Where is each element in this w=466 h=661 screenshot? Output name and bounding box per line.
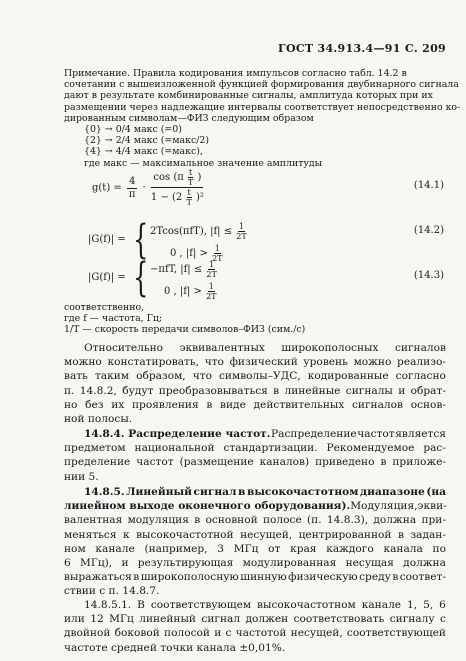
word: центрированной [298,528,392,541]
word: 6 [439,599,446,611]
word: частот [136,456,174,469]
word: канале [95,542,135,555]
word: физический [229,356,298,369]
note-line: дированным символам—ФИЗ следующим образом [64,112,314,124]
word: широкополосных [281,342,379,354]
word: обрат- [410,384,446,397]
word: сигналов [352,398,403,411]
word: виде [220,398,246,411]
eq1-den-T: T [186,198,192,207]
eq1-num-text: cos (π [153,172,184,183]
word: 6 [64,557,71,570]
eq3-frac-den: 2T [206,270,217,279]
eq1-den-t: t [187,188,191,197]
text-line [64,470,446,484]
word: шинную [240,571,287,584]
word: п. [64,384,75,397]
word: высокочастотном [257,599,356,611]
word: в [397,528,404,541]
word: вать [64,370,88,383]
word: 1, [407,599,418,611]
word: символы–УДС, [218,370,301,383]
eq3-row2-text: 0 , |f| > [164,286,202,297]
eq1-num-close: ) [197,172,202,183]
word: образом, [136,370,186,383]
word: должен [245,613,289,626]
eq1-coef-num: 4 [128,175,136,187]
word: приложе- [392,456,446,469]
word: края [290,542,317,555]
word: основ- [410,398,446,411]
word: Рекомендуемое [326,442,415,455]
word: от [268,542,281,555]
word: сигналу [389,613,435,626]
text-line [64,398,446,412]
word: канале [361,599,402,611]
eq1-main-fraction [151,168,204,208]
eq1-num-T: T [187,178,194,187]
word: линейный [139,613,196,626]
word: и [121,557,129,570]
word: ствии с п. 14.8.7. [64,585,160,598]
text-line [64,570,446,584]
section-heading: 14.8.4. Распределение частот. [84,428,271,440]
equation-number-14-2: (14.2) [413,225,444,236]
word: должна [373,514,417,527]
word: полосе [262,514,302,527]
eq2-brace: { [133,217,149,263]
note-line: где макс — максимальное значение амплитуды [84,157,323,169]
note-line: Примечание. Правила кодирования импульсов согласно табл. 14.2 в [64,68,407,79]
section-heading: линейном выходе оконечного оборудования). [64,500,351,513]
word: эквивалентных [179,342,265,354]
note-line: {4} → 4/4 макс (=макс), [84,146,203,158]
eq2-row-1 [150,222,248,241]
eq1-num-t: t [189,168,193,177]
heading-word: высокочастотном [246,486,359,498]
definition-line: 1/T — скорость передачи символов–ФИЗ (сим./с) [64,324,306,336]
eq2-frac-num: 1 [214,244,220,253]
word: является [395,428,446,440]
eq3-row1-frac [206,260,216,279]
word: при- [421,514,446,527]
eq1-den-text: 1 − (2 [150,192,183,203]
word: 14.8.3), [326,514,369,527]
heading-word: сигнал [193,486,237,498]
word: констатировать, [107,356,200,369]
eq1-den-tfrac [186,188,191,207]
word: в [133,571,140,584]
eq2-frac-den: 2T [212,254,223,263]
word: экви- [417,500,447,513]
word: выражаться [64,571,132,584]
word: (например, [144,542,208,555]
word: или [64,613,85,626]
eq3-frac-num: 1 [208,282,214,291]
word: Модуляция, [350,500,418,513]
word: стандартизации. [223,442,318,455]
eq1-lhs: g(t) = [92,182,122,194]
word: соответствующем [150,599,252,611]
text-line [64,369,446,383]
word: в [194,514,201,527]
definition-line: соответственно, [64,302,145,313]
word: основной [205,514,258,527]
word: нии 5. [64,470,99,483]
eq1-coef-den: π [128,188,136,200]
heading-word: 14.8.5. [84,486,125,498]
word: 5, [423,599,434,611]
text-line [64,355,446,369]
word: полосой [164,627,210,640]
word: частот [357,428,395,440]
word: Распределение [271,428,357,440]
word: 14.8.5.1. [84,599,132,611]
word: должна [403,557,446,570]
word: частотой [235,627,287,640]
eq2-row1-text: 2Tcos(πfT), |f| ≤ [150,226,233,237]
word: задан- [410,528,446,541]
word: по [432,542,446,555]
word: несущей, [290,627,343,640]
word: 3 [217,542,224,555]
eq2-lhs: |G(f)| = [88,234,126,245]
word: результирующая [137,557,234,570]
word: несущей, [240,528,293,541]
eq1-den-close: )² [196,192,204,203]
word: их [111,398,125,411]
eq2-row2-text: 0 , |f| > [170,248,208,259]
word: в [273,384,280,397]
eq1-num-tfrac [188,168,193,187]
note-line: размещении через надлежащие интервалы соответствует непосредственно ко- [64,101,461,113]
note-line: {0} → 0/4 макс (=0) [84,124,182,136]
word: физическую [288,571,358,584]
text-line [64,612,446,626]
eq3-row2-frac [206,282,216,301]
word: соответ- [399,571,446,584]
note-line: дают в результате комбинированные сигналы, амплитуда которых при их [64,90,433,102]
word: предметом [64,442,126,455]
eq1-denominator [151,188,204,208]
eq3-row1-text: −πfT, |f| ≤ [150,264,203,275]
word: приведено [315,456,375,469]
word: модулированная [242,557,337,570]
word: но [64,398,78,411]
text-line [64,626,446,640]
word: реализо- [397,356,446,369]
word: 14.8.2, [79,384,117,397]
word: рас- [423,442,446,455]
word: МГц), [80,557,113,570]
word: можно [353,356,392,369]
word: с [440,613,446,626]
word: без [85,398,104,411]
text-line [64,584,446,598]
word: сигнал [201,613,241,626]
eq1-numerator [151,168,203,188]
word: таким [94,370,130,383]
note-block [64,68,461,169]
word: и [398,384,406,397]
equation-14-1 [92,168,452,208]
word: Относительно [84,342,164,354]
word: (п. [307,514,322,527]
eq2-row1-frac [236,222,246,241]
word: линейные [284,384,341,397]
definitions-block [64,302,444,336]
heading-word: в [238,486,246,498]
word: сигналы [345,384,393,397]
text-line [64,485,446,499]
word: что [192,370,212,383]
eq3-lhs: |G(f)| = [88,272,126,283]
word: кодированные [307,370,389,383]
text-line [64,513,446,527]
word: каждого [326,542,374,555]
text-line [64,641,446,655]
word: ной полосы. [64,413,133,426]
word: ном [64,542,86,555]
word: что [204,356,224,369]
text-line [64,542,446,556]
heading-word: диапазоне [360,486,425,498]
word: в [380,456,387,469]
word: меняться [64,528,117,541]
word: сигналов [395,342,446,354]
word: МГц [233,542,259,555]
text-line [64,341,446,355]
text-line [64,441,446,455]
paragraph-wideband [64,341,446,426]
word: (размещение [179,456,254,469]
word: будут [122,384,154,397]
paragraph-14-8-5 [64,485,446,599]
text-line [64,412,446,426]
word: частоте средней точки канала ±0,01%. [64,641,286,654]
word: согласно [395,370,446,383]
text-line [64,598,446,612]
page-header: ГОСТ 34.913.4—91 С. 209 [278,42,446,55]
paragraph-14-8-5-1 [64,598,446,655]
word: среду [359,571,391,584]
eq1-dot: · [142,182,146,194]
eq3-row-1 [150,260,218,279]
word: 12 [90,613,104,626]
equation-number-14-3: (14.3) [413,270,444,281]
word: соответствующей [346,627,446,640]
eq3-frac-den: 2T [206,292,217,301]
word: уровень [303,356,348,369]
word: В [137,599,145,611]
eq3-brace: { [133,255,149,301]
eq2-frac-num: 1 [238,222,245,231]
paragraph-14-8-4 [64,427,446,484]
eq3-row-2 [150,282,218,301]
word: с [225,627,232,640]
word: к [122,528,130,541]
word: соответствовать [293,613,385,626]
word: боковой [114,627,160,640]
word: канала [383,542,423,555]
word: каналов) [259,456,310,469]
word: валентная [64,514,123,527]
word: преобразовываться [158,384,268,397]
word: национальной [134,442,215,455]
word: действительных [253,398,345,411]
word: двойной [64,627,111,640]
note-line: {2} → 2/4 макс (=макс/2) [84,135,210,147]
heading-word: Линейный [126,486,192,498]
word: проявления [132,398,199,411]
eq3-frac-num: 1 [209,260,215,269]
text-line [64,427,446,441]
word: модуляция [127,514,189,527]
word: высокочастотной [136,528,234,541]
definition-line: где f — частота, Гц; [64,313,163,325]
word: можно [64,356,102,369]
word: и [214,627,222,640]
text-line [64,499,446,513]
heading-word: (на [426,486,446,498]
word: МГц [109,613,134,626]
eq1-coefficient [127,176,137,201]
note-line: сочетании с вышеизложенной функцией формирования двубинарного сигнала [64,79,459,91]
text-line [64,528,446,542]
equation-number-14-1: (14.1) [413,180,444,191]
word: в [392,571,399,584]
text-line [64,556,446,570]
word: несущая [345,557,394,570]
word: в [206,398,213,411]
eq2-frac-den: 2T [236,232,247,241]
word: пределение [64,456,131,469]
word: широкополосную [140,571,239,584]
text-line [64,455,446,469]
text-line [64,384,446,398]
